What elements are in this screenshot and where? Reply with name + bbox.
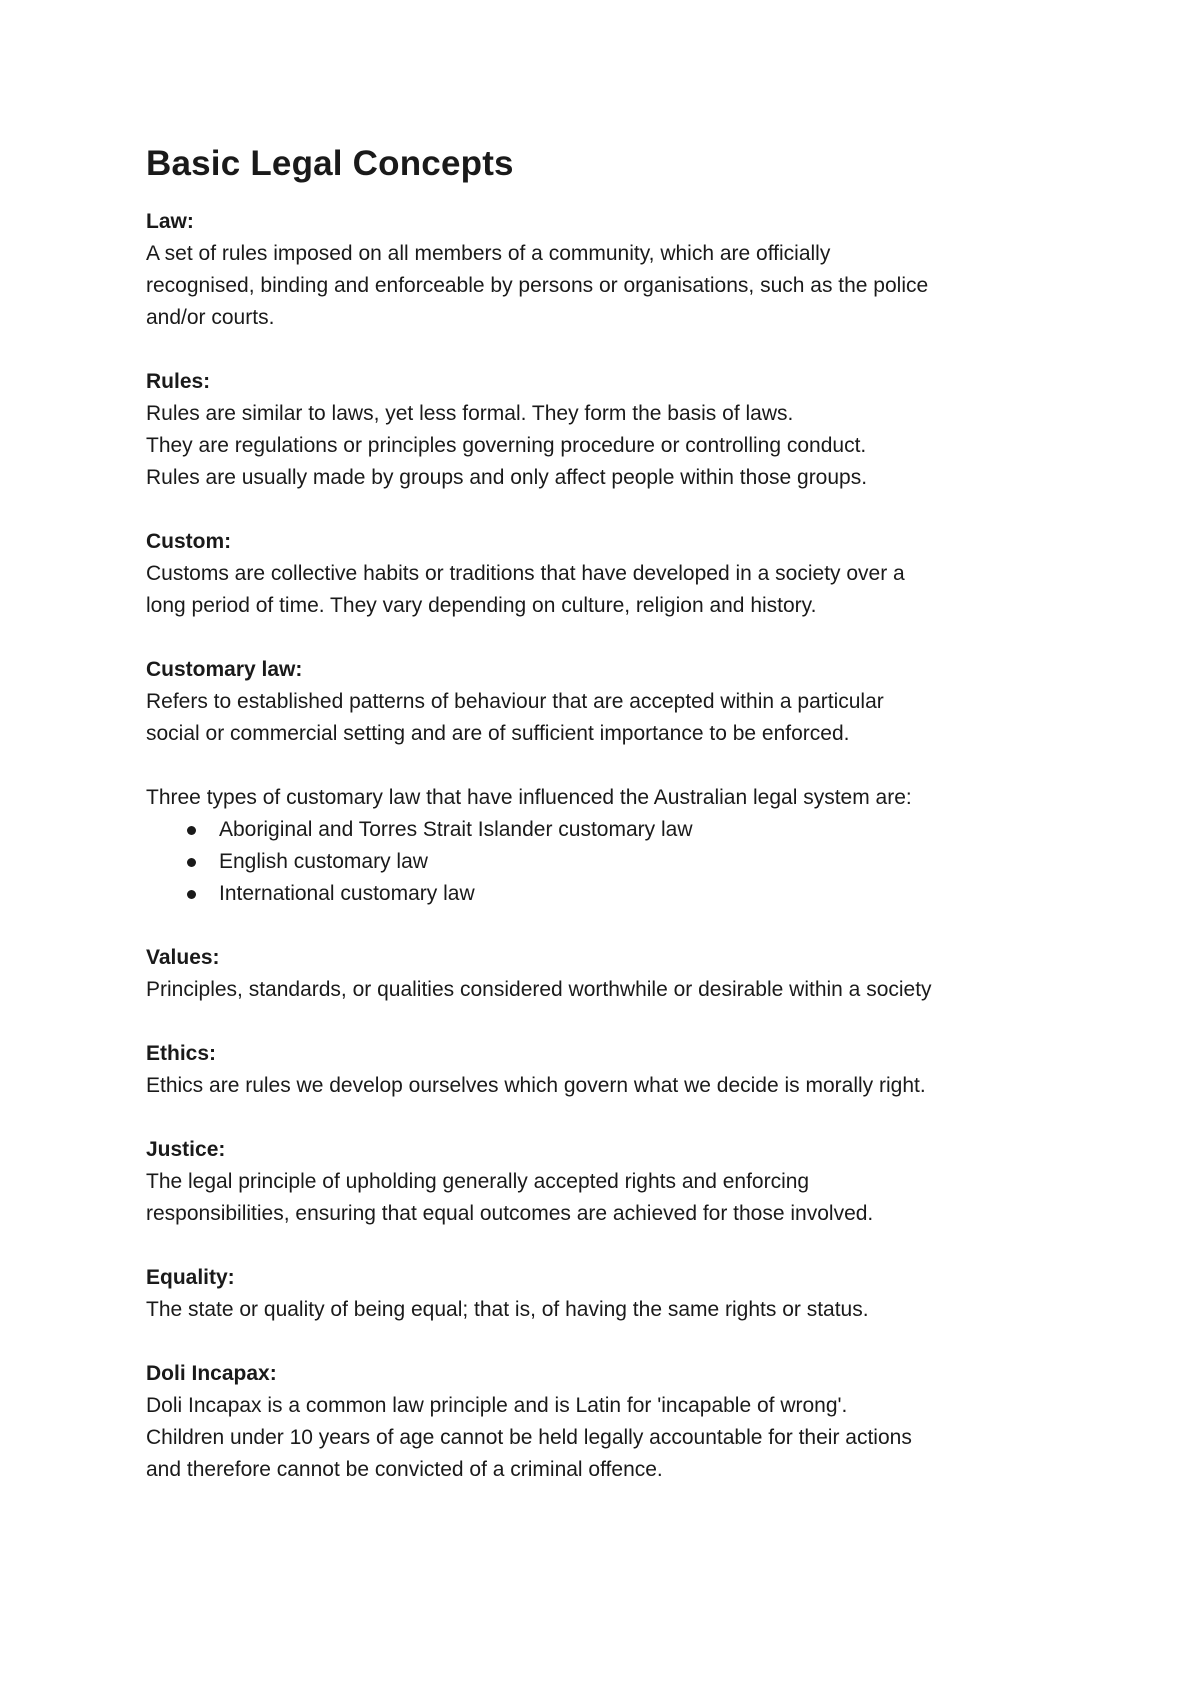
list-item-text: English customary law [219, 849, 428, 873]
definition-line: long period of time. They vary depending on culture, religion and history. [146, 593, 817, 617]
page-title: Basic Legal Concepts [146, 144, 514, 183]
definition-line: and/or courts. [146, 305, 275, 329]
term-equality: Equality: [146, 1265, 235, 1289]
term-values: Values: [146, 945, 220, 969]
definition-line: Ethics are rules we develop ourselves which govern what we decide is morally right. [146, 1073, 926, 1097]
term-rules: Rules: [146, 369, 211, 393]
bullet-icon [187, 858, 196, 867]
types-list [146, 814, 1080, 910]
term-custom: Custom: [146, 529, 232, 553]
list-item [146, 814, 1080, 846]
section-law [146, 206, 1080, 334]
definition-line: Customs are collective habits or traditions that have developed in a society over a [146, 561, 905, 585]
list-item [146, 846, 1080, 878]
definition-line: recognised, binding and enforceable by persons or organisations, such as the police [146, 273, 929, 297]
term-law: Law: [146, 209, 194, 233]
definition-line: The legal principle of upholding generally accepted rights and enforcing [146, 1169, 810, 1193]
term-customary-law: Customary law: [146, 657, 303, 681]
section-justice [146, 1134, 1080, 1230]
section-equality [146, 1262, 1080, 1326]
term-doli-incapax: Doli Incapax: [146, 1361, 277, 1385]
section-customary-law [146, 654, 1080, 750]
definition-line: Doli Incapax is a common law principle and is Latin for 'incapable of wrong'. [146, 1393, 848, 1417]
list-item-text: International customary law [219, 881, 475, 905]
section-ethics [146, 1038, 1080, 1102]
definition-line: Rules are usually made by groups and only affect people within those groups. [146, 465, 868, 489]
types-intro: Three types of customary law that have influenced the Australian legal system are: [146, 785, 912, 809]
definition-line: They are regulations or principles governing procedure or controlling conduct. [146, 433, 867, 457]
definition-line: and therefore cannot be convicted of a criminal offence. [146, 1457, 663, 1481]
list-item [146, 878, 1080, 910]
section-doli-incapax [146, 1358, 1080, 1486]
section-custom [146, 526, 1080, 622]
definition-line: responsibilities, ensuring that equal outcomes are achieved for those involved. [146, 1201, 874, 1225]
section-customary-law-types [146, 782, 1080, 910]
definition-line: A set of rules imposed on all members of a community, which are officially [146, 241, 831, 265]
term-justice: Justice: [146, 1137, 226, 1161]
definition-line: Principles, standards, or qualities considered worthwhile or desirable within a society [146, 977, 932, 1001]
definition-line: The state or quality of being equal; that is, of having the same rights or status. [146, 1297, 869, 1321]
term-ethics: Ethics: [146, 1041, 217, 1065]
section-values [146, 942, 1080, 1006]
definition-line: social or commercial setting and are of sufficient importance to be enforced. [146, 721, 850, 745]
definition-line: Refers to established patterns of behaviour that are accepted within a particular [146, 689, 884, 713]
definition-line: Rules are similar to laws, yet less formal. They form the basis of laws. [146, 401, 794, 425]
section-rules [146, 366, 1080, 494]
bullet-icon [187, 890, 196, 899]
list-item-text: Aboriginal and Torres Strait Islander customary law [219, 817, 693, 841]
definition-line: Children under 10 years of age cannot be held legally accountable for their actions [146, 1425, 912, 1449]
bullet-icon [187, 826, 196, 835]
